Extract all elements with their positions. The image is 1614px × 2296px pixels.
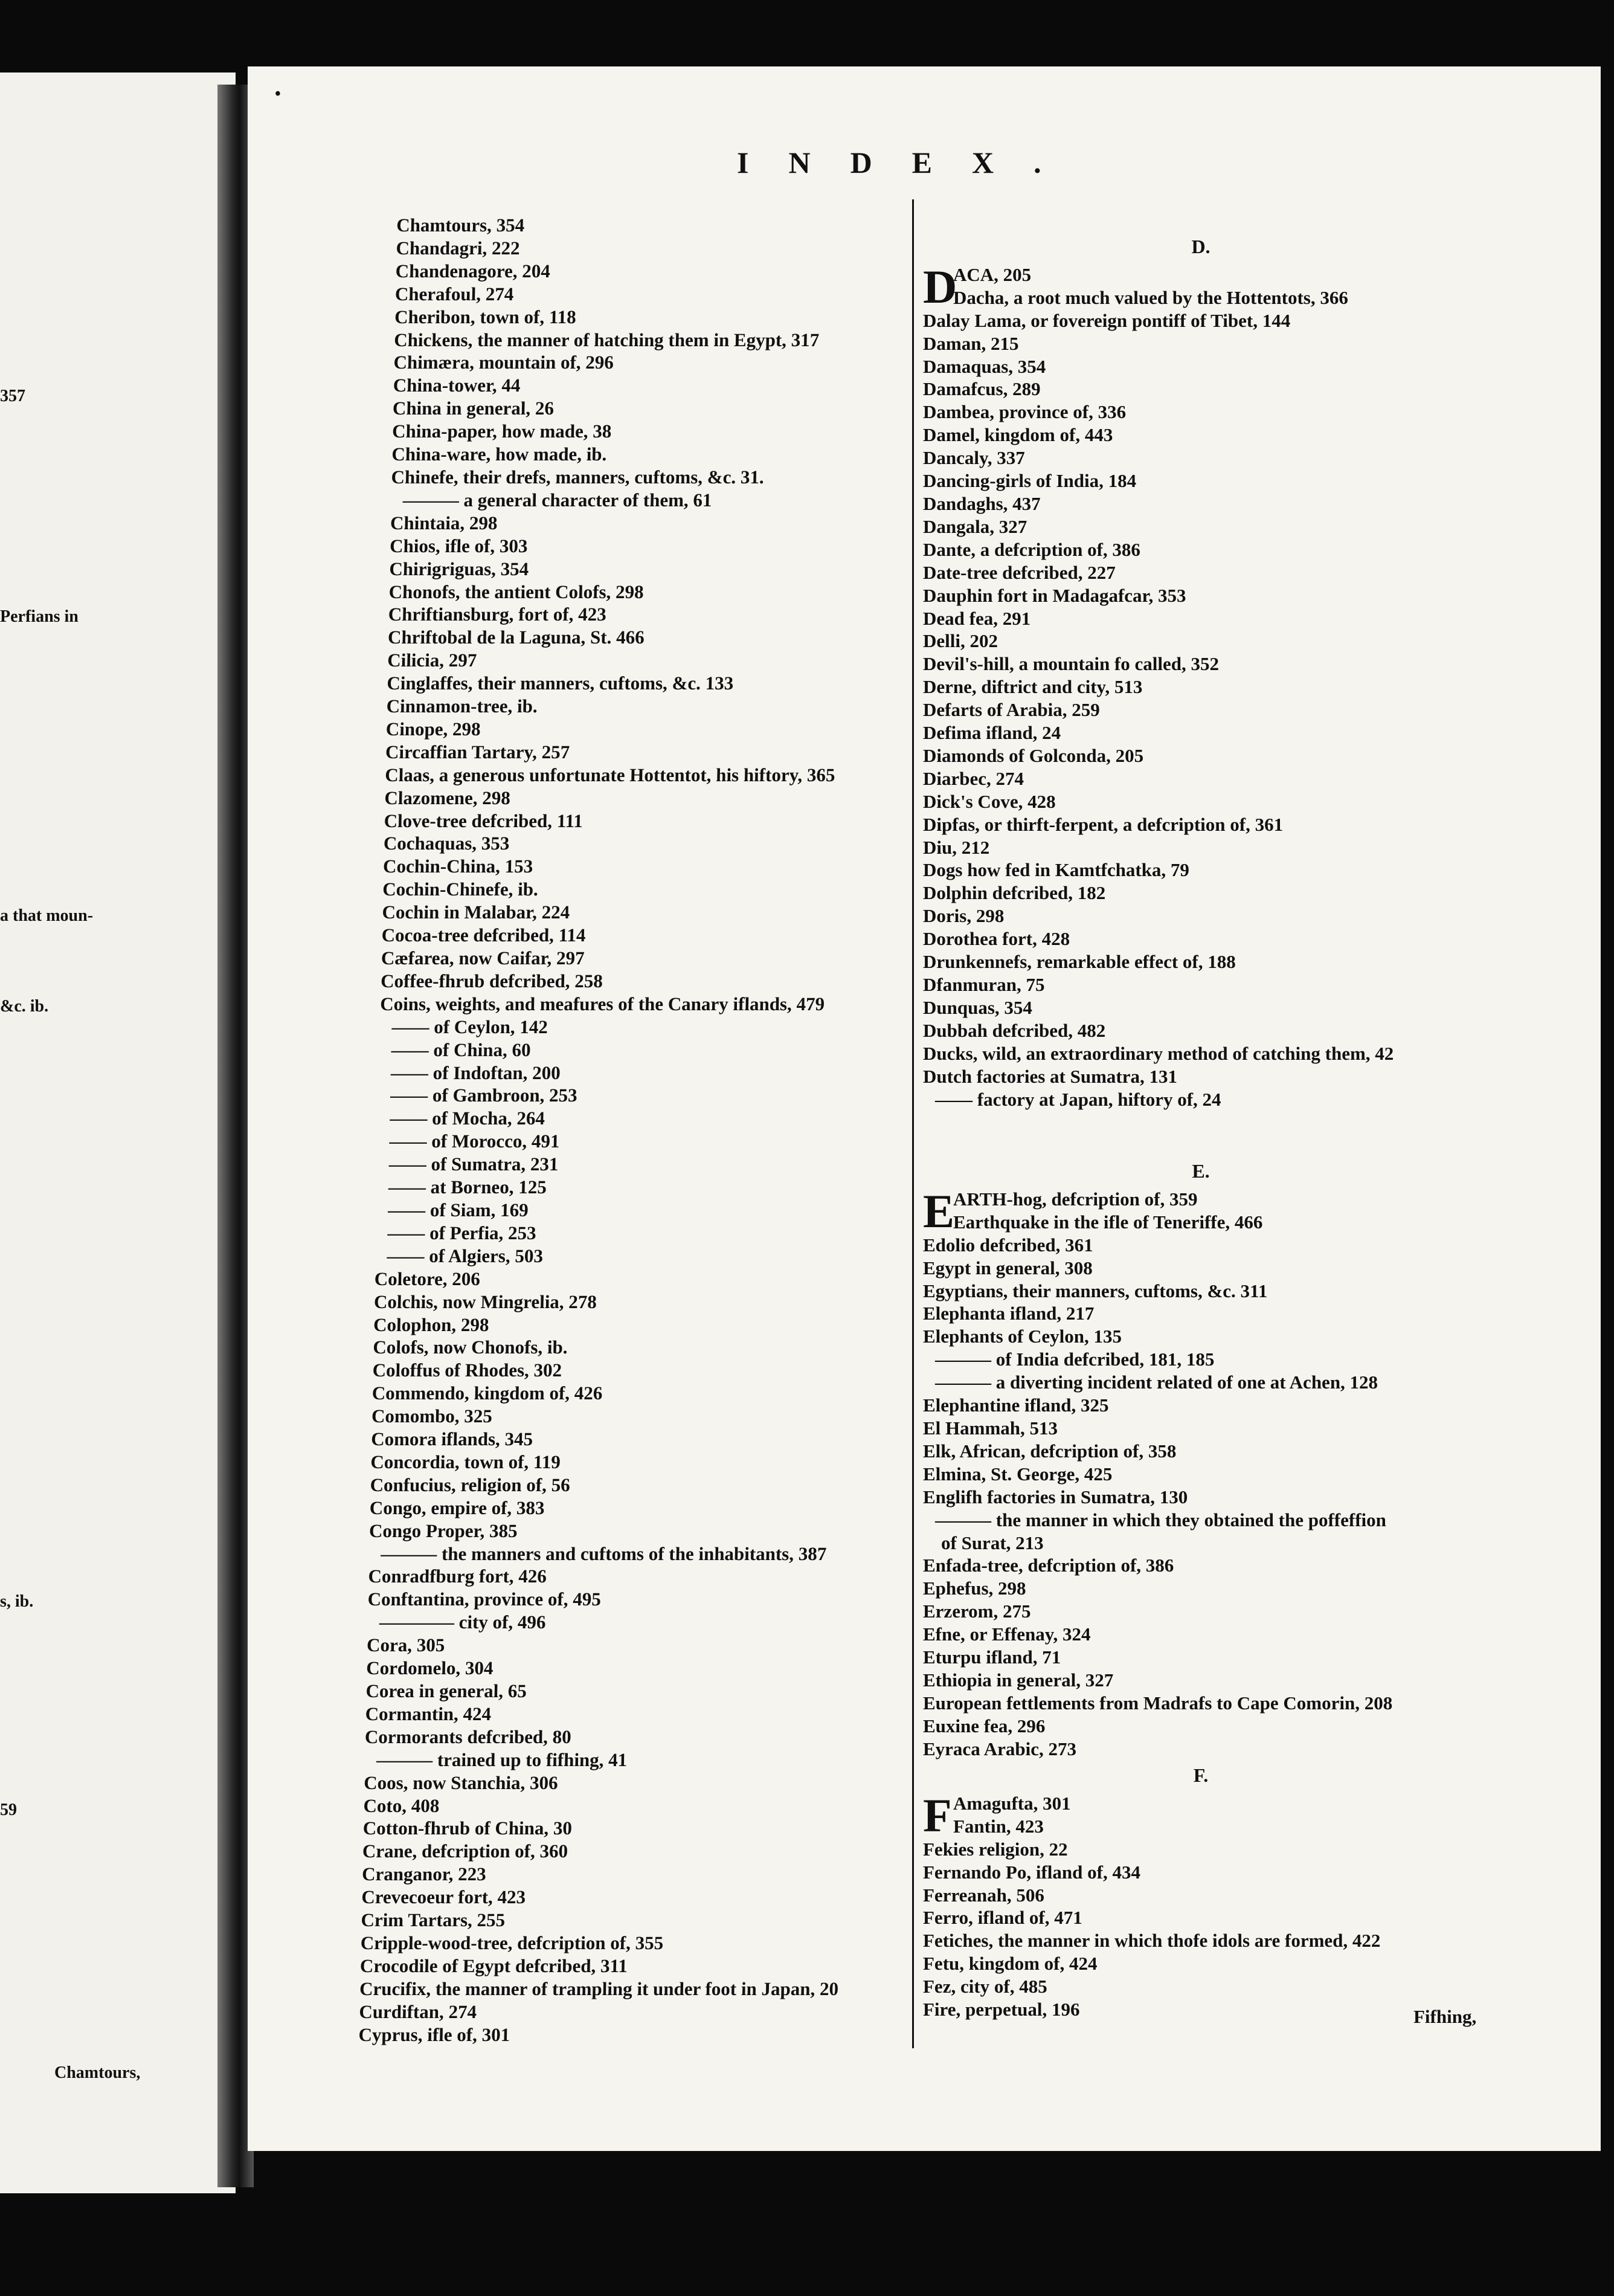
- index-entry: Cinope, 298: [385, 718, 481, 740]
- index-entry: Cherafoul, 274: [394, 283, 514, 305]
- index-entry: Clazomene, 298: [384, 787, 511, 808]
- index-entry: China-ware, how made, ib.: [391, 443, 607, 465]
- index-entry: Fernando Po, ifland of, 434: [923, 1861, 1140, 1883]
- index-entry: Colophon, 298: [373, 1314, 489, 1335]
- index-entry: ACA, 205: [953, 263, 1032, 285]
- index-entry: Cocoa-tree defcribed, 114: [381, 924, 586, 946]
- index-entry: —— of Morocco, 491: [389, 1130, 560, 1152]
- index-entry: Defarts of Arabia, 259: [923, 699, 1100, 721]
- fragment: s, ib.: [0, 1592, 34, 1611]
- index-entry: Crevecoeur fort, 423: [361, 1886, 526, 1908]
- fragment: a that moun-: [0, 906, 94, 925]
- index-entry: Erzerom, 275: [923, 1601, 1031, 1622]
- index-entry: Congo Proper, 385: [368, 1520, 518, 1541]
- section-opening: [923, 260, 1479, 313]
- index-entry: Colofs, now Chonofs, ib.: [373, 1337, 568, 1358]
- index-entry: Egyptians, their manners, cuftoms, &c. 311: [923, 1280, 1268, 1301]
- index-entry: —— at Borneo, 125: [388, 1176, 547, 1198]
- index-entry: Commendo, kingdom of, 426: [371, 1382, 603, 1404]
- index-entry: Diamonds of Golconda, 205: [923, 744, 1144, 766]
- index-entry: Crim Tartars, 255: [361, 1909, 506, 1931]
- index-entry: Chimæra, mountain of, 296: [393, 352, 614, 373]
- index-entry: Coletore, 206: [374, 1268, 481, 1289]
- index-entry: Dolphin defcribed, 182: [923, 882, 1106, 904]
- index-entry: Dutch factories at Sumatra, 131: [923, 1065, 1178, 1087]
- index-entry: Ethiopia in general, 327: [923, 1669, 1114, 1691]
- index-entry: Diu, 212: [923, 836, 990, 858]
- index-entry: Dick's Cove, 428: [923, 790, 1056, 812]
- index-entry: ———— city of, 496: [379, 1611, 546, 1633]
- index-entry: —— of Perfia, 253: [387, 1222, 537, 1243]
- index-entry: Chintaia, 298: [390, 512, 498, 534]
- index-entry: Concordia, town of, 119: [370, 1451, 561, 1472]
- index-entry: Dangala, 327: [923, 515, 1027, 537]
- index-entry: Delli, 202: [923, 630, 998, 652]
- index-entry: Cochaquas, 353: [383, 833, 510, 854]
- index-entry: Chios, ifle of, 303: [389, 535, 528, 556]
- index-entry: —— of Siam, 169: [387, 1199, 529, 1221]
- entry-list: [923, 1838, 1479, 2021]
- index-entry: Cinglaffes, their manners, cuftoms, &c. 133: [387, 672, 734, 694]
- index-entry: Fetu, kingdom of, 424: [923, 1953, 1098, 1975]
- index-entry: Clove-tree defcribed, 111: [384, 810, 584, 831]
- index-entry: Drunkennefs, remarkable effect of, 188: [923, 951, 1236, 973]
- index-entry: Cheribon, town of, 118: [394, 306, 577, 327]
- index-entry: Elephanta ifland, 217: [923, 1303, 1095, 1324]
- index-entry: Dancing-girls of India, 184: [923, 470, 1137, 492]
- index-entry: Edolio defcribed, 361: [923, 1234, 1093, 1256]
- index-entry: China-tower, 44: [393, 375, 521, 396]
- index-entry: Enfada-tree, defcription of, 386: [923, 1555, 1174, 1576]
- index-entry: Dunquas, 354: [923, 996, 1032, 1018]
- drop-cap: F: [923, 1788, 952, 1842]
- index-entry: Daman, 215: [923, 332, 1019, 354]
- fragment: &c. ib.: [0, 997, 49, 1016]
- section-opening: [923, 1184, 1479, 1237]
- index-entry: Cyprus, ifle of, 301: [358, 2024, 510, 2045]
- index-entry: Comora iflands, 345: [370, 1428, 533, 1450]
- drop-cap: E: [923, 1184, 955, 1237]
- index-entry: of Surat, 213: [941, 1532, 1044, 1553]
- index-entry: Confucius, religion of, 56: [370, 1474, 571, 1495]
- index-entry: ——— a diverting incident related of one at Achen, 128: [935, 1372, 1378, 1393]
- index-entry: Ephefus, 298: [923, 1578, 1026, 1599]
- index-entry: Cochin-China, 153: [382, 856, 533, 877]
- index-entry: Ferreanah, 506: [923, 1884, 1044, 1906]
- index-entry: ——— of India defcribed, 181, 185: [935, 1349, 1215, 1370]
- index-entry: ARTH-hog, defcription of, 359: [953, 1188, 1198, 1210]
- index-entry: Chandagri, 222: [396, 237, 520, 259]
- index-entry: —— of Gambroon, 253: [390, 1085, 578, 1106]
- entry-list: [923, 309, 1479, 1111]
- index-entry: —— of Ceylon, 142: [391, 1016, 548, 1037]
- index-entry: Coloffus of Rhodes, 302: [372, 1359, 562, 1381]
- index-entry: Damafcus, 289: [923, 378, 1041, 400]
- index-entry: Elephants of Ceylon, 135: [923, 1326, 1122, 1347]
- index-entry: Elmina, St. George, 425: [923, 1463, 1113, 1485]
- index-entry: Cotton-fhrub of China, 30: [362, 1817, 573, 1839]
- index-entry: Cormorants defcribed, 80: [364, 1726, 572, 1747]
- index-entry: Dfanmuran, 75: [923, 974, 1045, 995]
- index-entry: Dead fea, 291: [923, 607, 1031, 629]
- index-entry: Dante, a defcription of, 386: [923, 538, 1140, 560]
- index-entry: Eturpu ifland, 71: [923, 1646, 1061, 1668]
- index-entry: Crucifix, the manner of trampling it under foot in Japan, 20: [359, 1978, 839, 1999]
- index-entry: Elk, African, defcription of, 358: [923, 1440, 1177, 1462]
- index-entry: Colchis, now Mingrelia, 278: [373, 1291, 597, 1312]
- index-entry: Fire, perpetual, 196: [923, 1999, 1080, 2020]
- index-entry: Coos, now Stanchia, 306: [364, 1772, 558, 1793]
- index-entry: Conradfburg fort, 426: [368, 1566, 547, 1587]
- catchword-facing: Chamtours,: [54, 2063, 141, 2082]
- index-entry: Cordomelo, 304: [365, 1657, 494, 1679]
- index-entry: Defima ifland, 24: [923, 722, 1061, 744]
- index-entry: Chirigriguas, 354: [389, 558, 529, 579]
- index-entry: —— of Algiers, 503: [387, 1245, 544, 1266]
- index-entry: Chamtours, 354: [396, 214, 525, 236]
- section-heading: F.: [1193, 1764, 1209, 1786]
- index-entry: —— factory at Japan, hiftory of, 24: [935, 1088, 1221, 1110]
- index-entry: Curdiftan, 274: [359, 2001, 477, 2022]
- index-entry: Coto, 408: [363, 1795, 440, 1816]
- index-entry: China in general, 26: [392, 398, 555, 419]
- index-entry: —— of Mocha, 264: [390, 1108, 545, 1129]
- index-entry: Euxine fea, 296: [923, 1715, 1046, 1737]
- index-entry: Circaffian Tartary, 257: [385, 741, 570, 763]
- index-entry: Comombo, 325: [371, 1405, 493, 1427]
- index-entry: Doris, 298: [923, 905, 1005, 927]
- index-entry: Dogs how fed in Kamtfchatka, 79: [923, 859, 1189, 881]
- index-entry: Fez, city of, 485: [923, 1976, 1047, 1998]
- index-entry: Cochin in Malabar, 224: [382, 901, 570, 923]
- index-entry: Claas, a generous unfortunate Hottentot, his hiftory, 365: [384, 764, 835, 785]
- index-entry: Dancaly, 337: [923, 447, 1025, 469]
- fragment: 357: [0, 387, 25, 405]
- index-entry: El Hammah, 513: [923, 1417, 1058, 1439]
- index-entry: ——— the manner in which they obtained the poffeffion: [935, 1509, 1386, 1530]
- index-entry: Damel, kingdom of, 443: [923, 424, 1113, 446]
- index-entry: Dauphin fort in Madagafcar, 353: [923, 584, 1186, 606]
- index-entry: Englifh factories in Sumatra, 130: [923, 1486, 1188, 1508]
- index-entry: Chickens, the manner of hatching them in Egypt, 317: [394, 329, 820, 350]
- index-entry: ——— the manners and cuftoms of the inhabitants, 387: [380, 1543, 827, 1564]
- index-entry: Crocodile of Egypt defcribed, 311: [359, 1955, 628, 1976]
- catchword: Fifhing,: [1413, 2006, 1477, 2027]
- index-column-left: [358, 214, 916, 2046]
- index-entry: Chonofs, the antient Colofs, 298: [388, 581, 645, 602]
- speck: •: [275, 85, 281, 103]
- index-entry: Fetiches, the manner in which thofe idols are formed, 422: [923, 1930, 1381, 1952]
- index-entry: Cranganor, 223: [361, 1863, 487, 1885]
- drop-cap: D: [923, 260, 957, 313]
- index-entry: Cilicia, 297: [387, 650, 477, 671]
- index-entry: Conftantina, province of, 495: [367, 1588, 602, 1610]
- index-entry: Egypt in general, 308: [923, 1257, 1093, 1279]
- index-entry: Coffee-fhrub defcribed, 258: [380, 970, 603, 992]
- column-rule: [912, 199, 914, 2048]
- index-entry: Efne, or Effenay, 324: [923, 1624, 1091, 1645]
- index-entry: —— of Indoftan, 200: [390, 1062, 561, 1083]
- index-entry: Chandenagore, 204: [395, 260, 551, 282]
- index-entry: China-paper, how made, 38: [391, 421, 612, 442]
- section-heading: D.: [1191, 236, 1210, 257]
- index-entry: European fettlements from Madrafs to Cape Comorin, 208: [923, 1692, 1393, 1714]
- facing-page: [0, 73, 236, 2193]
- section-opening: [923, 1788, 1479, 1842]
- index-entry: Eyraca Arabic, 273: [923, 1738, 1076, 1759]
- fragment: 59: [0, 1801, 17, 1819]
- index-entry: Corea in general, 65: [365, 1680, 527, 1701]
- index-entry: —— of Sumatra, 231: [388, 1153, 559, 1175]
- index-entry: Diarbec, 274: [923, 767, 1024, 789]
- index-entry: Coins, weights, and meafures of the Canary iflands, 479: [380, 993, 825, 1014]
- index-entry: Dipfas, or thirft-ferpent, a defcription of, 361: [923, 813, 1284, 835]
- section-e: [923, 1160, 1479, 1761]
- index-entry: Elephantine ifland, 325: [923, 1395, 1109, 1416]
- index-entry: Fekies religion, 22: [923, 1838, 1068, 1860]
- index-entry: Dalay Lama, or fovereign pontiff of Tibet, 144: [923, 309, 1291, 331]
- index-entry: ——— a general character of them, 61: [402, 489, 712, 511]
- index-entry: —— of China, 60: [391, 1039, 531, 1060]
- index-entry: Cripple-wood-tree, defcription of, 355: [360, 1932, 664, 1953]
- index-entry: Congo, empire of, 383: [369, 1497, 545, 1518]
- section-d: [923, 236, 1479, 1111]
- index-entry: Fantin, 423: [953, 1815, 1044, 1837]
- index-entry: ——— trained up to fifhing, 41: [376, 1749, 628, 1770]
- index-entry: Date-tree defcribed, 227: [923, 561, 1116, 583]
- index-entry: Chriftobal de la Laguna, St. 466: [387, 627, 645, 648]
- index-entry: Amagufta, 301: [953, 1792, 1071, 1814]
- index-entry: Ferro, ifland of, 471: [923, 1907, 1082, 1929]
- index-entry: Damaquas, 354: [923, 355, 1046, 377]
- index-entry: Dambea, province of, 336: [923, 401, 1127, 423]
- index-entry: Devil's-hill, a mountain fo called, 352: [923, 653, 1219, 675]
- index-entry: Dubbah defcribed, 482: [923, 1019, 1106, 1041]
- section-heading: E.: [1192, 1160, 1210, 1182]
- index-entry: Cinnamon-tree, ib.: [386, 695, 538, 717]
- index-entry: Dorothea fort, 428: [923, 928, 1070, 950]
- index-entry: Earthquake in the ifle of Teneriffe, 466: [953, 1211, 1263, 1233]
- index-entry: Ducks, wild, an extraordinary method of catching them, 42: [923, 1042, 1394, 1064]
- entry-list: [923, 1234, 1479, 1761]
- section-f: [923, 1764, 1479, 2021]
- index-entry: Dandaghs, 437: [923, 492, 1041, 514]
- page-title: INDEX.: [737, 146, 1081, 179]
- index-entry: Dacha, a root much valued by the Hottentots, 366: [953, 286, 1348, 308]
- fragment: Perfians in: [0, 607, 79, 626]
- index-entry: Cora, 305: [366, 1634, 445, 1656]
- index-entry: Crane, defcription of, 360: [362, 1840, 568, 1862]
- index-entry: Cæfarea, now Caifar, 297: [381, 947, 585, 969]
- index-entry: Chinefe, their drefs, manners, cuftoms, &c. 31.: [391, 466, 765, 488]
- index-entry: Derne, diftrict and city, 513: [923, 676, 1143, 698]
- index-entry: Chriftiansburg, fort of, 423: [388, 604, 607, 625]
- index-entry: Cochin-Chinefe, ib.: [382, 879, 539, 900]
- index-entry: Cormantin, 424: [365, 1703, 492, 1724]
